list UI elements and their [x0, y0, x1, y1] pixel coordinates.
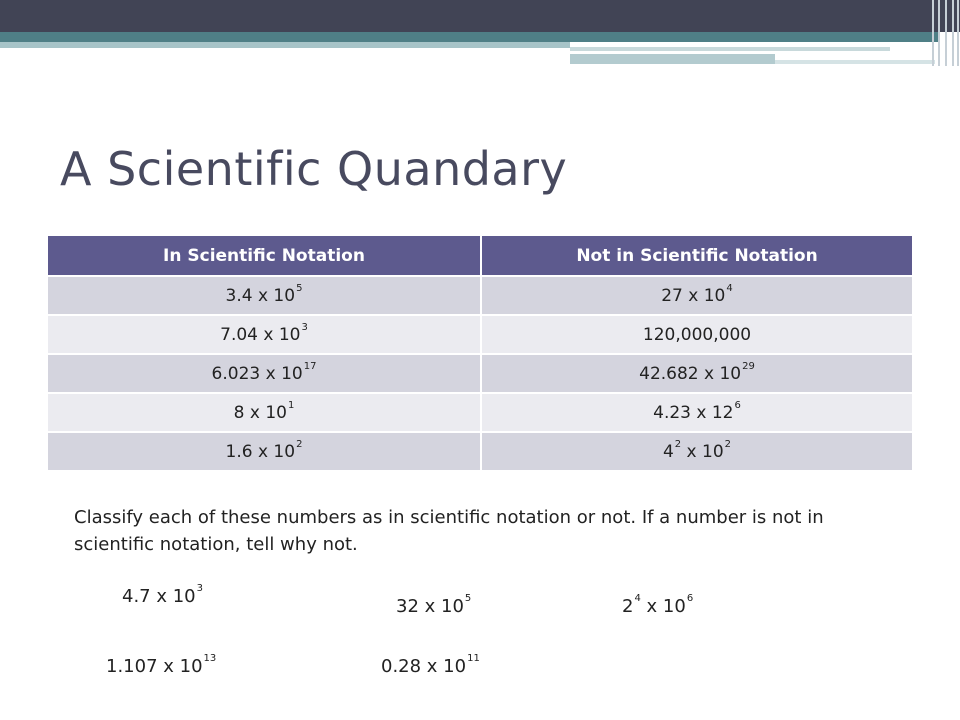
table-cell: 6.023 x $10^{17}$	[48, 354, 481, 393]
instructions-text: Classify each of these numbers as in scientific notation or not. If a number is not in scientific notation, tell why not.	[74, 507, 824, 555]
header-accent-line	[570, 47, 890, 51]
exercise-expression: 1.107 x $10^{13}$	[106, 653, 217, 677]
table-row	[48, 315, 912, 354]
header-accent-line	[775, 60, 935, 64]
column-header-not-scientific: Not in Scientific Notation	[481, 236, 912, 276]
table-cell: 120,000,000	[481, 315, 912, 354]
column-header-scientific: In Scientific Notation	[48, 236, 481, 276]
notation-table	[48, 236, 912, 470]
exercise-expression: 32 x $10^5$	[396, 593, 472, 617]
table-row	[48, 276, 912, 315]
table-cell: 27 x $10^4$	[481, 276, 912, 315]
header-accent-stripe	[0, 32, 940, 42]
table-cell: 42.682 x $10^{29}$	[481, 354, 912, 393]
table-row	[48, 432, 912, 470]
slide-title: A Scientific Quandary	[60, 142, 568, 196]
table-row	[48, 354, 912, 393]
exercise-expression: $2^4$ x $10^6$	[622, 593, 694, 617]
table-cell: 8 x $10^1$	[48, 393, 481, 432]
exercise-expression: 0.28 x $10^{11}$	[381, 653, 480, 677]
header-accent-line	[570, 54, 775, 64]
table-row	[48, 393, 912, 432]
table-header-row	[48, 236, 912, 276]
header-edge-decoration	[928, 0, 960, 66]
header-bar	[0, 0, 960, 32]
table-cell: 7.04 x $10^3$	[48, 315, 481, 354]
table-cell: 3.4 x $10^5$	[48, 276, 481, 315]
table-cell: 4.23 x $12^6$	[481, 393, 912, 432]
header-accent-stripe-light	[0, 42, 570, 48]
table-cell: 1.6 x $10^2$	[48, 432, 481, 470]
exercise-expression: 4.7 x $10^3$	[122, 583, 204, 607]
table-cell: $4^2$ x $10^2$	[481, 432, 912, 470]
